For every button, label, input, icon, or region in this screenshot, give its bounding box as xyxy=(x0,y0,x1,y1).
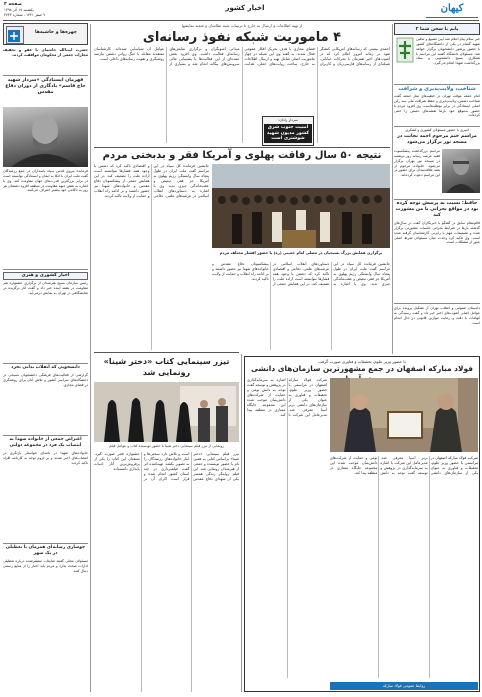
left-mid-box-title: اخبار کشوری و هنری xyxy=(3,272,88,280)
left-small-body-3: مسئولان محلی گفتند شایعات منتشرشده درباره تعطیلی ادارات صحت ندارد و مردم باید اخبار را از منابع رسمی دنبال کنند. xyxy=(3,559,88,573)
inset-kicker: سردار رادان: xyxy=(278,118,298,122)
left-small-body-2: خانواده‌های شهدا در نامه‌ای خواستار بازنگری در انتصاب‌های اخیر شدند و بر لزوم توجه به کارنامه افراد تاکید کردند. xyxy=(3,451,88,465)
second-story-body-cont: جانشین فرمانده کل سپاه در این مراسم گفت ملت ایران در طول پنجاه سال وابستگی رژیم پهلوی به آمریکا جز فقر، تبعیض و عقب‌ماندگی چیزی ندید. وی با اشاره به دستاوردهای انقلاب اسلامی در عرصه‌های علمی، دفاعی و اقتصادی تاکید کرد که دشمن با وجود همه فشارها نتوانسته است اراده ملت را تضعیف کند. در این همایش جمعی از پیشکسوتان دفاع مقدس و خانواده‌های شهدا نیز حضور داشتند و بر ادامه راه انقلاب و حمایت از ولایت تاکید کردند. xyxy=(212,262,390,286)
right-block-2-headline: شناخت، ولایت‌پذیری و شرافت xyxy=(398,86,476,92)
left-mid-body: رئیس سازمان بسیج هنرمندان از برگزاری جشنواره هنر مقاومت در هفته آینده خبر داد و گفت آثار برگزیده در نمایشگاهی در تهران به نمایش درمی‌آید. xyxy=(3,281,88,295)
right-sep-2 xyxy=(394,126,480,127)
logo xyxy=(426,1,478,18)
main-story-headline: ۴ ماموریت شبکه نفوذ رسانه‌ای xyxy=(142,30,342,46)
section-title: اخبار کشور xyxy=(225,4,265,12)
left-box-title: چهره‌ها و حاشیه‌ها xyxy=(34,30,77,35)
left-column xyxy=(3,23,88,693)
university-headline: فولاد مبارکه اصفهان در جمع مشهورترین سازمان‌های دانشی xyxy=(251,364,473,374)
left-small-head-2: اعتراض جمعی از خانواده شهدا به انتصاب یک فرد در مجموعه دولتی xyxy=(9,437,82,448)
right-sep-1 xyxy=(394,84,480,85)
university-banner: روابط عمومی فولاد مبارکه xyxy=(330,682,478,690)
rule-under-second xyxy=(94,352,239,353)
divider-left xyxy=(90,24,91,692)
left-small-body-1: گزارشی از فعالیت‌های فرهنگی دانشجویان بسیجی در دانشگاه‌های سراسر کشور و تلاش آنان برای روشنگری در فضای مجازی. xyxy=(3,373,88,387)
right-sep-3 xyxy=(394,199,480,200)
left-profile-body: فرمانده نیروی قدس سپاه پاسداران در جمع رزمندگان گفت ملت ایران با اتکا به ایمان و ایستادگی توانسته است در برابر بزرگترین قدرت‌های جهان مقاومت کند. وی با اشاره به نقش جبهه مقاومت در منطقه افزود دشمنان هر روز به ناکامی خود بیشتر اعتراف می‌کنند. xyxy=(3,169,88,193)
right-portrait-photo xyxy=(442,149,480,193)
rally-photo-caption: برگزاری همایش بزرگ بسیجیان در مصلی امام خمینی (ره) با حضور اقشار مختلف مردم xyxy=(219,250,383,255)
right-box-emblem-icon xyxy=(396,37,414,63)
left-profile-headline: قهرمان ایستادگی «سردار شهید حاج قاسم» یادگاری از دوران دفاع مقدس xyxy=(5,78,86,95)
university-body-cont: شرکت فولاد مبارکه اصفهان در مراسمی با حضور وزیر علوم، تحقیقات و فناوری به عنوان یکی از سازمان‌های دانشی برتر آسیا معرفی شد. مدیرعامل این شرکت با اشاره به سرمایه‌گذاری در پژوهش و توسعه گفت توجه به دانش بومی و حمایت از شرکت‌های دانش‌بنیان موجب شده این مجموعه جایگاه ممتازی در منطقه پیدا کند. xyxy=(330,456,478,475)
masthead xyxy=(0,0,482,20)
film-photo xyxy=(94,382,239,442)
left-sep-5 xyxy=(3,543,88,544)
issue-line: ۹ صفر ۱۴۴۱ ، شماره ۳۷۴۳ xyxy=(4,12,45,17)
left-box-emblem-icon xyxy=(6,26,24,44)
divider-bottom-mid xyxy=(241,354,242,692)
left-sep-2 xyxy=(3,269,88,270)
right-block-3-headline: مراسم ختم مرحوم احمد نجابت در مسجد نور برگزار می‌شود xyxy=(397,134,477,145)
right-block-3-kicker: امیری با حضور مسئولان کشوری و لشکری xyxy=(405,128,469,132)
film-story-body: تیزر فیلم سینمایی «دختر شینا» براساس کتابی به همین نام با حضور نویسنده و جمعی از هنرمندان رونمایی شد. این فیلم روایتگر زندگی همسر یکی از شهدای دفاع مقدس است و تلاش دارد سختی‌ها و ایثار خانواده‌های رزمندگان را به تصویر بکشد. تهیه‌کننده اثر گفت فیلمبرداری در چند استان کشور انجام شده و قرار است اکران آن در جشنواره فجر صورت گیرد. منتقدان این کتاب را یکی از پرفروش‌ترین آثار ادبیات پایداری دانسته‌اند. xyxy=(94,452,239,481)
left-portrait-photo xyxy=(3,107,88,167)
right-block-4: قائم‌مقام سابق در گفتگو با خبرنگاران گفت در سال‌های گذشته بارها در شرایط بحرانی جلسات مشورتی برگزار شده و تصمیمات مهم با رایزنی کارشناسان گرفته شده است. وی تاکید کرد وحدت میان مسئولان شرط اصلی عبور از مشکلات است. xyxy=(394,221,480,245)
main-story xyxy=(94,23,390,46)
right-block-1: خبر سلام پیام اعلام شد آیین تشییع و تدفین شهید گمنام در یکی از دانشگاه‌های کشور با حضور پرشور دانشجویان برگزار خواهد شد. مسئولان دانشگاه گفتند این مراسم با همکاری بسیج دانشجویی و ستاد بزرگداشت شهدا انجام می‌گیرد. xyxy=(416,37,480,66)
date-line: یکشنبه ۱۷ آذر ۱۳۹۸ xyxy=(4,7,34,12)
second-story-headline: نتیجه ۵۰ سال رفاقت پهلوی و آمریکا فقر و بدبختی مردم xyxy=(102,150,382,161)
right-column xyxy=(394,23,480,354)
university-kicker: با حضور وزیر علوم، تحقیقات و فناوری صورت گرفت xyxy=(318,359,406,364)
rule-under-main xyxy=(94,147,390,148)
right-block-4-headline: حافظ: نسبت به پرسش توجه کرده بود در مواقع بحرانی با من مشورت کند xyxy=(395,201,479,218)
left-small-head-1: دانشجویی که انقلاب بدانی بخرد xyxy=(11,365,80,370)
masthead-rule xyxy=(3,20,479,21)
university-body: شرکت فولاد مبارکه اصفهان در مراسمی با حضور وزیر علوم، تحقیقات و فناوری به عنوان یکی از سازمان‌های دانشی برتر آسیا معرفی شد. مدیرعامل این شرکت با اشاره به سرمایه‌گذاری در پژوهش و توسعه گفت توجه به دانش بومی و حمایت از شرکت‌های دانش‌بنیان موجب شده این مجموعه جایگاه ممتازی در منطقه پیدا کند. xyxy=(247,378,327,417)
left-small-head-3: جوسازی رسانه‌ای همزمان با تعطیلی در یک شهر xyxy=(5,545,86,556)
main-story-kicker: از تهیه اطلاعات و ارسال به خارج تا ترتیبات شبه نظامیان و شعبه نمایشها xyxy=(181,23,303,28)
right-block-3: مراسم بزرگداشت پیشکسوت فقید عرصه رسانه روز دوشنبه در مسجد نور تهران برگزار می‌شود. خانواده مرحوم از همه علاقه‌مندان برای حضور در این مراسم دعوت کرده‌اند. xyxy=(394,149,440,178)
right-block-5: دادستان عمومی و انقلاب تهران از تشکیل پرونده برای عوامل اصلی آشوب‌های اخیر خبر داد و گفت رسیدگی به اتهامات با دقت و رعایت موازین قانونی در حال انجام است. xyxy=(394,306,480,325)
inset-headline: امنیت جنوب شرق کشور مدیون شهید شوشتری است xyxy=(264,124,312,143)
rally-photo xyxy=(212,164,390,248)
left-sep-4 xyxy=(3,435,88,436)
right-block-2: امام جمعه موقت تهران در خطبه‌های نماز جمعه گفت شناخت دشمن، ولایت‌پذیری و حفظ شرافت ملی سه رکن اصلی ایستادگی در برابر توطئه‌هاست. وی افزود مردم با حضور به‌موقع خود بارها نقشه‌های دشمن را خنثی کرده‌اند. xyxy=(394,94,480,118)
left-box-header xyxy=(3,23,88,45)
logo-text: کیهان xyxy=(440,3,464,14)
left-box-body: حضرت آیت‌الله خامنه‌ای با عفو و تخفیف مجازات جمعی از محکومان موافقت کردند. xyxy=(3,48,88,57)
main-story-body: احمدی بیستی کد رسانه‌های آمریکایی کنشگر نفوذ در زمانه امروز اعلام کرد که در آشوب‌های اخیر همزمان با تحرکات خیابانی، شبکه‌ای از رسانه‌های فارسی‌زبان و کاربران فضای مجازی با هدف تحریک افکار عمومی فعال شدند. به گفته وی این شبکه در چهار ماموریت اصلی شامل تهیه و ارسال اطلاعات به خارج، ساخت روایت‌های جعلی، هدایت میدانی آشوبگران و برگزاری نمایش‌های رسانه‌ای فعالیت داشت. وی افزود بخش عمده‌ای از این فعالیت‌ها با پشتیبانی مالی سرویس‌های بیگانه انجام شد و بسیاری از عوامل آن شناسایی شده‌اند. کارشناسان معتقدند مقابله با جنگ روانی دشمن نیازمند روشنگری و تقویت رسانه‌های داخلی است. xyxy=(94,47,390,66)
second-story-body: جانشین فرمانده کل سپاه در این مراسم گفت ملت ایران در طول پنجاه سال وابستگی رژیم پهلوی به آمریکا جز فقر، تبعیض و عقب‌ماندگی چیزی ندید. وی با اشاره به دستاوردهای انقلاب اسلامی در عرصه‌های علمی، دفاعی و اقتصادی تاکید کرد که دشمن با وجود همه فشارها نتوانسته است اراده ملت را تضعیف کند. در این همایش جمعی از پیشکسوتان دفاع مقدس و خانواده‌های شهدا نیز حضور داشتند و بر ادامه راه انقلاب و حمایت از ولایت تاکید کردند. xyxy=(94,164,209,198)
left-sep-1 xyxy=(3,75,88,76)
page-label: صفحه ۳ xyxy=(4,2,22,7)
left-sep-3 xyxy=(3,363,88,364)
divider-right xyxy=(392,24,393,354)
right-sep-4 xyxy=(394,303,480,304)
film-photo-caption: رونمایی از تیزر فیلم سینمایی دختر شینا با حضور نویسنده کتاب و عوامل فیلم xyxy=(109,444,224,448)
award-photo xyxy=(330,378,478,452)
inset-box xyxy=(262,116,314,146)
right-box-header xyxy=(394,23,480,35)
film-story-headline: تیزر سینمایی کتاب «دختر شینا» رونمایی شد xyxy=(103,357,230,377)
right-box-title: پایم با سخن شما ۲ xyxy=(415,27,459,32)
